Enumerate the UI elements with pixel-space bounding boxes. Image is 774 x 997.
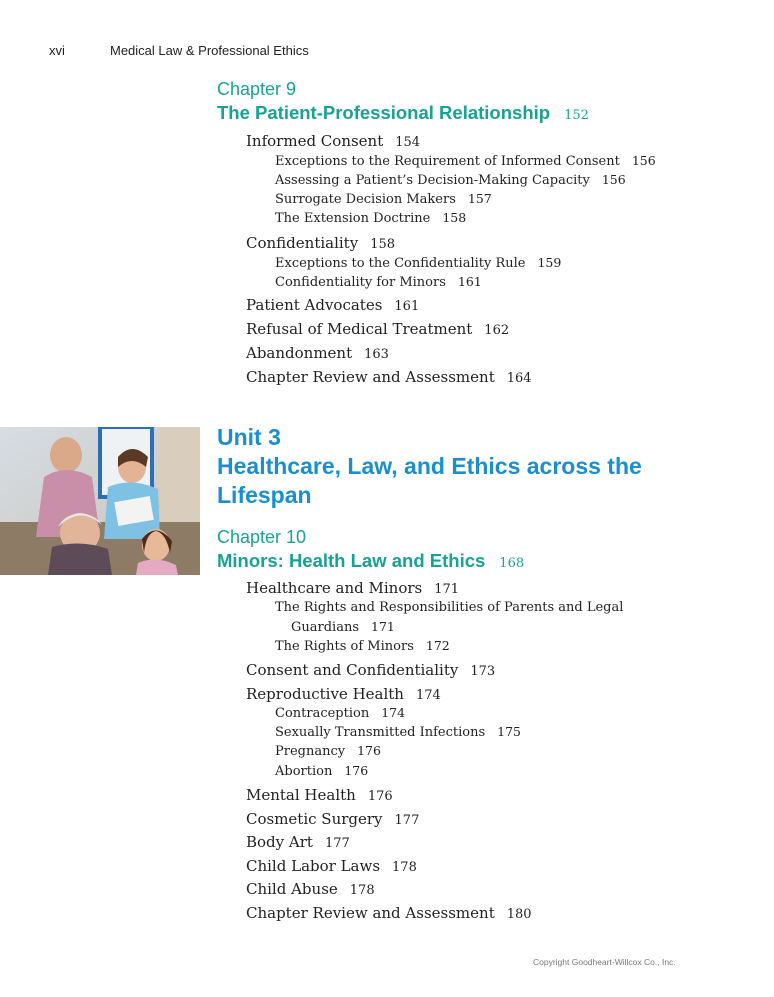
toc-subentry[interactable] [275,153,656,169]
chapter-9-title-text: The Patient-Professional Relationship [217,102,551,123]
toc-entry-title: Confidentiality [246,234,359,252]
toc-subentry[interactable] [275,638,450,654]
toc-subentry-page: 161 [457,274,482,289]
unit-3-heading [217,423,642,510]
toc-entry-page: 177 [394,813,420,828]
toc-entry-title: Consent and Confidentiality [246,661,459,679]
toc-entry-title: Reproductive Health [246,685,404,703]
toc-subentry-title: Pregnancy [275,744,346,759]
toc-entry-page: 162 [484,323,510,338]
toc-subentry[interactable] [275,763,368,779]
toc-subentry-title: Assessing a Patient’s Decision-Making Capacity [275,173,590,188]
running-header [49,43,309,58]
toc-entry-title: Healthcare and Minors [246,579,423,597]
toc-entry-title: Abandonment [246,344,353,362]
toc-entry[interactable] [246,296,419,314]
toc-entry[interactable] [246,579,459,597]
toc-entry-page: 164 [506,371,532,386]
toc-subentry[interactable] [275,724,521,740]
toc-entry-title: Chapter Review and Assessment [246,368,495,386]
toc-subentry-title: Confidentiality for Minors [275,275,446,290]
unit-3-label: Unit 3 [217,424,281,450]
toc-entry[interactable] [246,880,375,898]
toc-subentry-page: 172 [425,638,450,653]
toc-entry[interactable] [246,234,395,252]
toc-entry-title: Child Labor Laws [246,857,381,875]
unit-3-title-line-1: Healthcare, Law, and Ethics across the [217,453,642,479]
page-number: xvi [49,43,65,58]
toc-subentry-page: 156 [631,153,656,168]
toc-subentry-title: The Extension Doctrine [275,211,431,226]
chapter-10-page: 168 [499,556,525,571]
toc-entry[interactable] [246,344,389,362]
toc-entry-page: 154 [395,135,421,150]
toc-subentry-title: Exceptions to the Requirement of Informed Consent [275,154,620,169]
chapter-9-label: Chapter 9 [217,79,297,99]
toc-subentry-title: The Rights and Responsibilities of Parents and Legal [275,600,624,615]
chapter-10-label: Chapter 10 [217,527,307,547]
toc-subentry-title: Contraception [275,706,370,721]
toc-subentry-page: 176 [344,763,369,778]
toc-entry-title: Patient Advocates [246,296,383,314]
toc-subentry-page: 158 [442,210,467,225]
toc-entry-page: 163 [364,347,389,362]
toc-entry-title: Body Art [246,833,313,851]
toc-entry[interactable] [246,857,417,875]
toc-entry[interactable] [246,833,350,851]
toc-entry-page: 174 [415,688,441,703]
chapter-9-title[interactable] [217,102,589,124]
toc-subentry-page: 156 [601,172,626,187]
toc-entry[interactable] [246,661,495,679]
toc-entry-page: 180 [506,907,532,922]
toc-entry[interactable] [246,685,441,703]
toc-subentry-page: 176 [357,743,381,758]
toc-subentry[interactable] [275,255,561,271]
toc-entry-page: 161 [394,299,420,314]
toc-subentry-continued[interactable] [291,619,395,635]
chapter-9-page: 152 [564,108,589,123]
toc-subentry[interactable] [275,600,623,615]
copyright-footer: Copyright Goodheart-Willcox Co., Inc. [533,957,676,967]
toc-subentry-title: The Rights of Minors [275,639,414,654]
toc-subentry[interactable] [275,274,482,290]
toc-entry-title: Refusal of Medical Treatment [246,320,473,338]
toc-subentry-page: 157 [467,191,492,206]
toc-subentry-page: 174 [381,705,406,720]
toc-entry[interactable] [246,786,393,804]
toc-entry-page: 176 [367,789,393,804]
unit-3-title-line-2: Lifespan [217,482,312,508]
toc-subentry-page: 171 [371,619,395,634]
unit-3-photo [0,427,200,575]
toc-subentry-title: Guardians [291,620,359,635]
toc-entry-title: Cosmetic Surgery [246,810,383,828]
toc-entry-page: 178 [349,883,375,898]
toc-subentry[interactable] [275,705,405,721]
toc-subentry-page: 175 [497,724,522,739]
toc-subentry-title: Abortion [275,764,333,779]
toc-subentry[interactable] [275,743,381,759]
toc-entry[interactable] [246,368,532,386]
chapter-10-title-text: Minors: Health Law and Ethics [217,550,486,571]
toc-entry-title: Mental Health [246,786,356,804]
toc-entry-title: Chapter Review and Assessment [246,904,495,922]
toc-subentry[interactable] [275,172,626,188]
toc-entry-title: Informed Consent [246,132,384,150]
toc-subentry[interactable] [275,191,492,207]
toc-subentry-title: Exceptions to the Confidentiality Rule [275,256,526,271]
toc-subentry-page: 159 [537,255,562,270]
toc-subentry-title: Sexually Transmitted Infections [275,725,486,740]
toc-entry[interactable] [246,320,509,338]
chapter-10-title[interactable] [217,550,524,572]
toc-entry[interactable] [246,132,420,150]
toc-entry-page: 178 [392,860,417,875]
toc-entry[interactable] [246,904,532,922]
toc-entry-title: Child Abuse [246,880,338,898]
toc-entry[interactable] [246,810,419,828]
toc-entry-page: 173 [470,664,496,679]
toc-subentry-title: Surrogate Decision Makers [275,192,456,207]
toc-subentry[interactable] [275,210,466,226]
photo-illustration [0,427,200,575]
toc-entry-page: 171 [434,582,460,597]
book-title: Medical Law & Professional Ethics [110,43,309,58]
toc-entry-page: 177 [324,836,350,851]
toc-entry-page: 158 [370,237,396,252]
